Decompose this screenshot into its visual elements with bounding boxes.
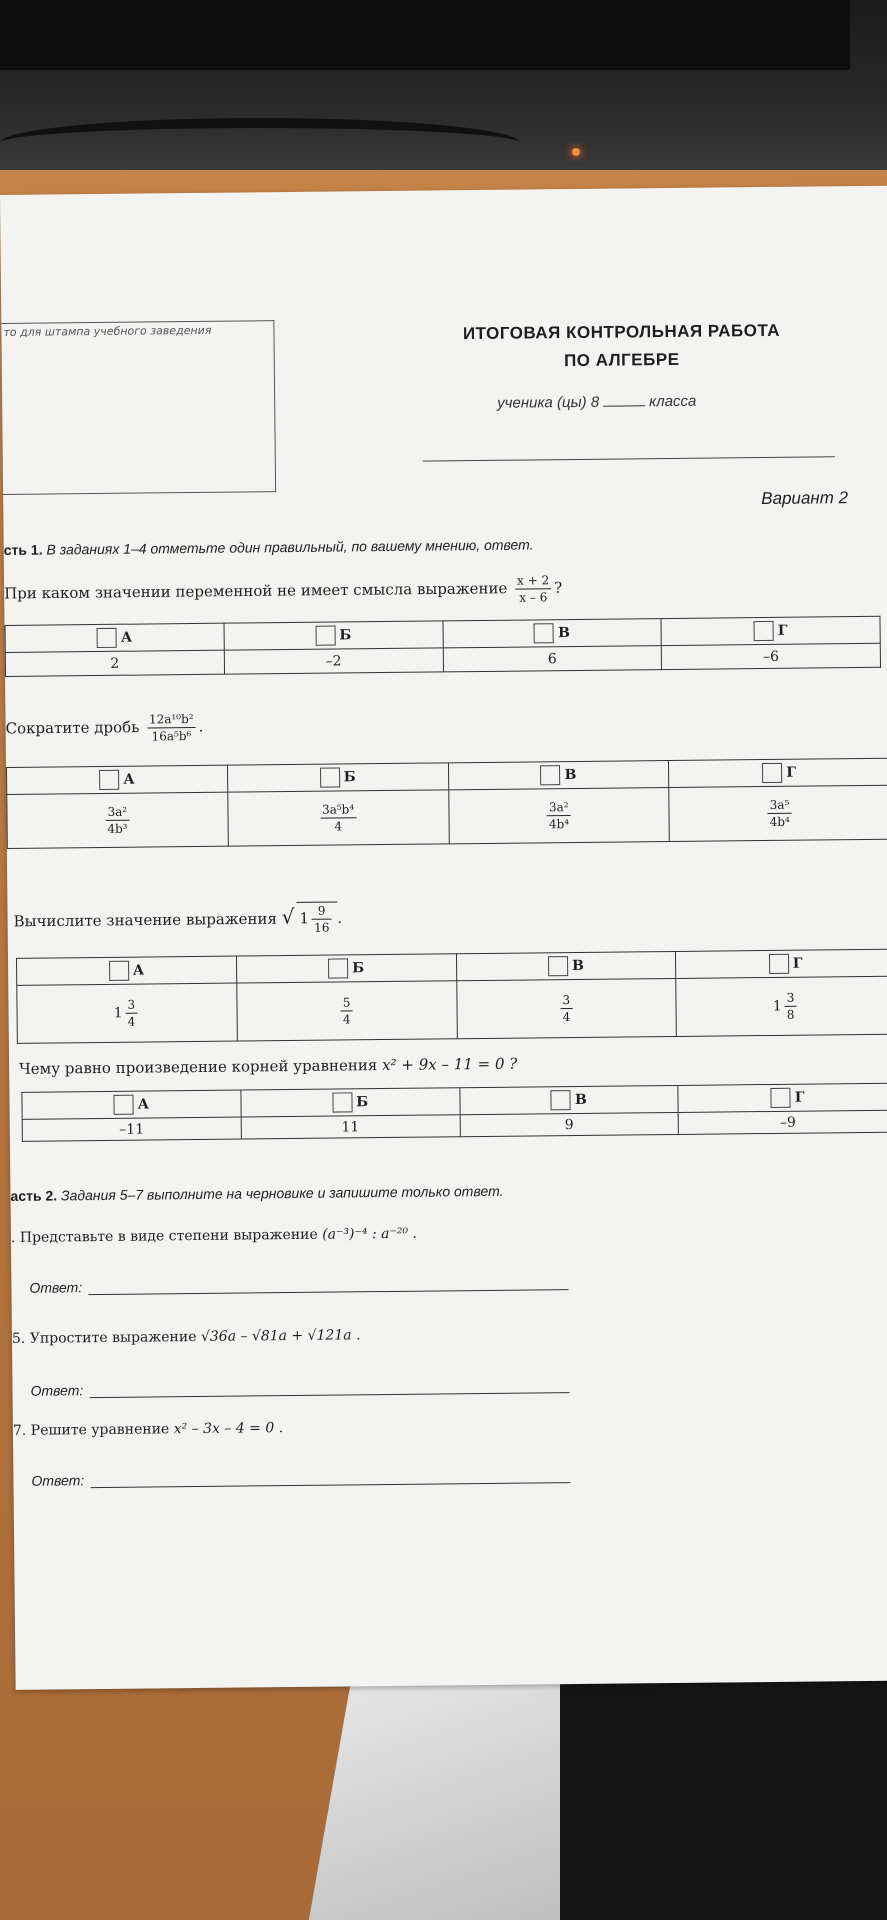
checkbox[interactable] — [109, 961, 129, 981]
sqrt-sign: √ — [281, 904, 295, 929]
fraction-numerator: 3a² — [105, 804, 129, 821]
answer-fraction — [547, 799, 571, 832]
answer-label: Ответ: — [29, 1279, 83, 1296]
option-letter: Г — [786, 764, 797, 781]
question-5 — [11, 1226, 417, 1246]
question-2-fraction — [147, 711, 196, 745]
fraction-denominator: 16a⁵b⁶ — [151, 729, 192, 744]
answer-cell — [7, 792, 228, 848]
option-b-2[interactable] — [227, 763, 448, 792]
answer-value: –9 — [678, 1110, 887, 1134]
option-g-4[interactable] — [678, 1083, 887, 1112]
option-a-2[interactable] — [6, 765, 227, 794]
fraction-denominator: 4 — [562, 1010, 571, 1025]
question-7 — [13, 1420, 283, 1439]
cable — [0, 118, 520, 168]
period: . — [337, 908, 343, 928]
checkbox[interactable] — [540, 765, 560, 785]
fraction-denominator: 16 — [314, 920, 330, 935]
answer-value: 9 — [460, 1112, 679, 1136]
answer-value: 6 — [443, 646, 662, 672]
answer-value: 2 — [5, 650, 224, 676]
question-6-text: Упростите выражение — [29, 1329, 197, 1347]
option-letter: Б — [339, 627, 352, 644]
option-a-1[interactable] — [5, 623, 224, 652]
name-field[interactable] — [423, 456, 835, 461]
fraction-denominator: 4 — [334, 819, 343, 834]
question-1 — [4, 572, 562, 611]
option-b-4[interactable] — [241, 1088, 460, 1117]
answer-value: 11 — [241, 1115, 460, 1139]
question-number: . — [10, 1229, 16, 1246]
checkbox[interactable] — [548, 956, 568, 976]
option-letter: В — [571, 957, 584, 975]
fraction-numerator: 3 — [785, 990, 797, 1007]
checkbox[interactable] — [771, 1088, 791, 1108]
title-line-1: ИТОГОВАЯ КОНТРОЛЬНАЯ РАБОТА — [462, 320, 781, 344]
checkbox[interactable] — [769, 954, 789, 974]
answer-cell — [448, 788, 669, 844]
fraction-numerator: 5 — [341, 994, 353, 1011]
checkbox[interactable] — [99, 770, 119, 790]
option-letter: А — [123, 771, 135, 788]
stamp-box — [1, 320, 276, 495]
answer-5-field[interactable] — [88, 1289, 568, 1295]
question-3-text: Вычислите значение выражения — [13, 909, 278, 931]
fraction-denominator: 4 — [127, 1014, 136, 1029]
option-v-2[interactable] — [448, 761, 669, 790]
laptop-screen — [0, 0, 850, 70]
fraction-denominator: 4b⁴ — [548, 817, 570, 832]
option-letter: А — [137, 1096, 150, 1113]
option-b-3[interactable] — [236, 954, 456, 983]
fraction-numerator: 3 — [560, 992, 572, 1009]
part2-text: Задания 5–7 выполните на черновике и запишите только ответ. — [60, 1182, 504, 1204]
answer-fraction — [341, 994, 353, 1027]
part2-label: асть 2. — [10, 1187, 58, 1204]
question-4 — [19, 1055, 517, 1078]
fraction-numerator: x + 2 — [515, 572, 551, 589]
answer-cell — [676, 976, 887, 1036]
fraction-numerator: 3 — [125, 997, 137, 1014]
option-letter: Г — [777, 622, 788, 639]
question-6-expression: √36a – √81a + √121a . — [200, 1327, 361, 1345]
fraction-numerator: 3a⁵b⁴ — [320, 801, 356, 818]
laptop-led — [572, 148, 580, 156]
answer-6-field[interactable] — [89, 1392, 569, 1398]
checkbox[interactable] — [551, 1090, 571, 1110]
answer-fraction — [767, 797, 791, 830]
answer-cell — [237, 981, 457, 1041]
test-sheet — [0, 186, 887, 1690]
fraction-denominator: 4 — [342, 1012, 351, 1027]
fraction-numerator: 12a¹⁰b² — [147, 711, 196, 729]
mixed-whole: 1 — [299, 909, 310, 928]
answer-value: –6 — [662, 643, 881, 669]
question-number: 5. — [11, 1330, 26, 1347]
answer-6 — [30, 1377, 569, 1399]
period: . — [198, 717, 204, 736]
option-g-2[interactable] — [669, 758, 887, 787]
question-5-text: Представьте в виде степени выражение — [19, 1226, 318, 1246]
sqrt-radicand — [296, 902, 337, 936]
mixed-whole: 1 — [772, 998, 782, 1015]
question-1-text: При каком значении переменной не имеет смысла выражение — [4, 579, 508, 603]
part1-label: сть 1. — [3, 541, 43, 558]
question-mark: ? — [554, 578, 563, 597]
option-letter: В — [564, 766, 577, 784]
answer-table-2 — [6, 758, 887, 849]
mixed-whole: 1 — [113, 1005, 123, 1022]
checkbox[interactable] — [754, 621, 774, 641]
option-letter: Б — [356, 1094, 369, 1111]
fraction-numerator: 9 — [312, 903, 331, 920]
fraction-numerator: 3a² — [547, 799, 571, 816]
answer-cell — [228, 790, 449, 846]
part2-heading — [10, 1183, 503, 1204]
part1-heading — [4, 536, 534, 558]
variant-label: Вариант 2 — [761, 488, 849, 509]
option-letter: Б — [352, 960, 365, 977]
answer-label: Ответ: — [30, 1382, 84, 1399]
question-3 — [13, 901, 342, 938]
fraction-denominator: 8 — [786, 1007, 795, 1022]
answer-fraction — [560, 992, 572, 1025]
part1-text: В заданиях 1–4 отметьте один правильный, по вашему мнению, ответ. — [46, 536, 534, 558]
option-v-3[interactable] — [456, 951, 676, 980]
option-letter: Г — [794, 1089, 805, 1106]
class-letter-field[interactable] — [603, 405, 645, 406]
answer-table-4 — [21, 1083, 887, 1142]
option-letter: А — [132, 962, 145, 979]
checkbox[interactable] — [114, 1095, 134, 1115]
option-g-1[interactable] — [661, 616, 880, 645]
answer-5 — [29, 1274, 568, 1296]
fraction-denominator: x – 6 — [519, 590, 548, 605]
student-line — [497, 393, 696, 412]
answer-fraction — [105, 804, 129, 837]
answer-fraction — [320, 801, 356, 834]
radicand-fraction — [312, 903, 332, 936]
question-4-equation: x² + 9x – 11 = 0 ? — [382, 1054, 518, 1075]
answer-7-field[interactable] — [90, 1482, 570, 1488]
answer-fraction — [785, 990, 797, 1023]
checkbox[interactable] — [328, 958, 348, 978]
student-prefix: ученика (цы) 8 — [497, 393, 600, 412]
checkbox[interactable] — [320, 767, 340, 787]
checkbox[interactable] — [97, 628, 117, 648]
question-2-text: Сократите дробь — [5, 718, 140, 738]
question-5-expression: (a⁻³)⁻⁴ : a⁻²⁰ . — [322, 1225, 418, 1243]
answer-table-1 — [5, 616, 881, 677]
question-6 — [12, 1327, 361, 1347]
option-letter: Г — [792, 955, 803, 972]
title-line-2: ПО АЛГЕБРЕ — [563, 349, 680, 371]
student-suffix: класса — [649, 392, 697, 411]
checkbox[interactable] — [332, 1092, 352, 1112]
option-v-1[interactable] — [442, 619, 661, 648]
fraction-numerator: 3a⁵ — [767, 797, 791, 814]
question-7-text: Решите уравнение — [30, 1421, 170, 1439]
option-b-1[interactable] — [224, 621, 443, 650]
option-letter: Б — [343, 769, 356, 786]
option-letter: А — [120, 629, 133, 646]
checkbox[interactable] — [534, 623, 554, 643]
answer-value: –2 — [224, 648, 443, 674]
option-v-4[interactable] — [459, 1085, 678, 1114]
option-a-4[interactable] — [22, 1090, 241, 1119]
answer-fraction — [125, 997, 137, 1030]
checkbox[interactable] — [315, 626, 335, 646]
answer-value: –11 — [22, 1117, 241, 1141]
option-letter: В — [574, 1091, 587, 1109]
question-7-expression: x² – 3x – 4 = 0 . — [173, 1420, 284, 1438]
fraction-denominator: 4b³ — [107, 821, 128, 836]
answer-7 — [31, 1467, 570, 1489]
laptop — [0, 0, 887, 170]
answer-table-3 — [16, 949, 887, 1044]
answer-label: Ответ: — [31, 1472, 85, 1489]
question-4-text: Чему равно произведение корней уравнения — [19, 1056, 378, 1078]
question-1-fraction — [515, 572, 551, 605]
option-g-3[interactable] — [676, 949, 887, 978]
option-a-3[interactable] — [16, 956, 236, 985]
page-title — [401, 316, 842, 377]
fraction-denominator: 4b⁴ — [769, 814, 790, 829]
option-letter: В — [557, 625, 570, 642]
answer-cell — [17, 983, 237, 1043]
checkbox[interactable] — [762, 763, 782, 783]
answer-cell — [456, 978, 676, 1038]
question-number: 7. — [12, 1422, 27, 1439]
question-2 — [5, 711, 203, 746]
stamp-label: то для штампа учебного заведения — [3, 323, 212, 339]
answer-cell — [669, 785, 887, 841]
